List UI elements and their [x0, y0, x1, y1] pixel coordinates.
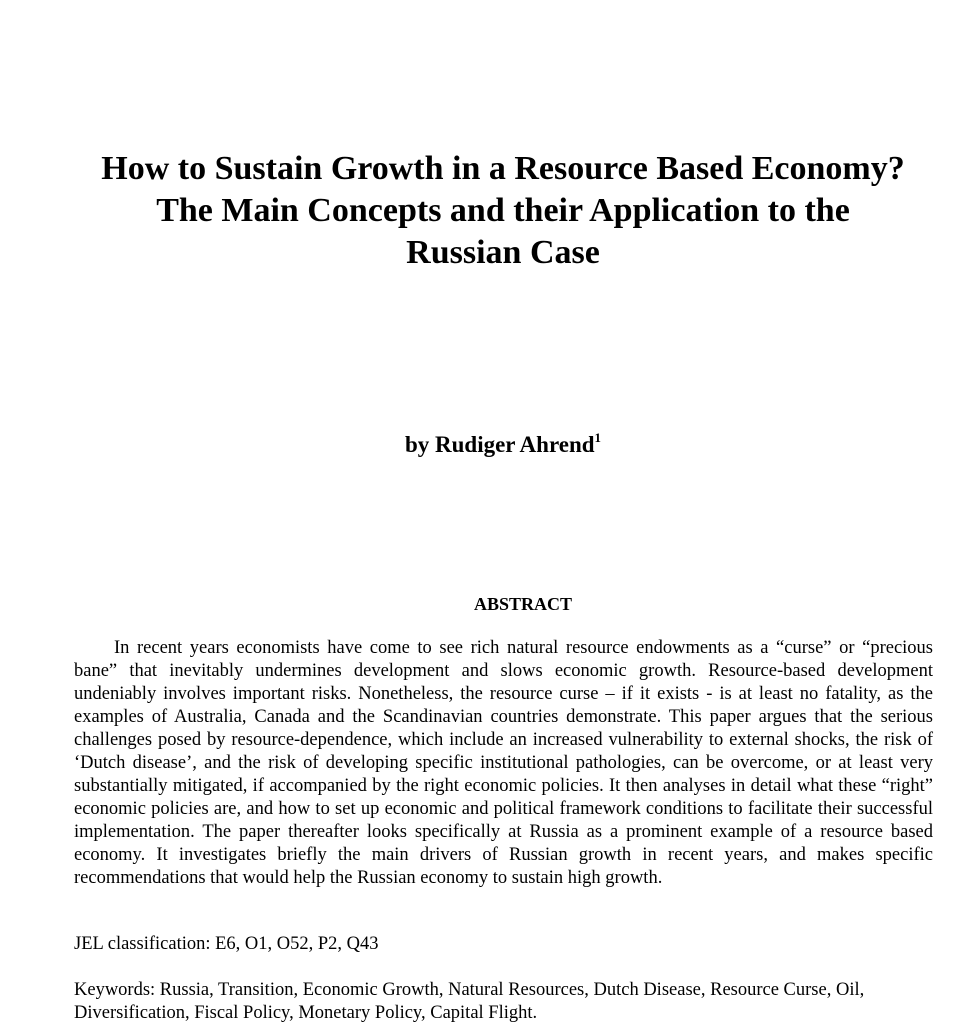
- author-footnote-marker: 1: [594, 430, 602, 445]
- paper-title-line-3: Russian Case: [406, 234, 600, 271]
- paper-title: [40, 148, 966, 274]
- author-name: by Rudiger Ahrend: [404, 432, 595, 457]
- paper-title-line-1: How to Sustain Growth in a Resource Based Economy?: [101, 150, 905, 187]
- author-line: [0, 430, 974, 460]
- abstract-text: In recent years economists have come to see rich natural resource endowments as a “curse” or “precious bane” that inevitably undermines development and slows economic growth. Resource-based development undeniably involves important risks. Nonetheless, the resource curse – if it exists - is at least no fatality, as the examples of Australia, Canada and the Scandinavian countries demonstrate. This paper argues that the serious challenges posed by resource-dependence, which include an increased vulnerability to external shocks, the risk of ‘Dutch disease’, and the risk of developing specific institutional pathologies, can be overcome, or at least very substantially mitigated, if accompanied by the right economic policies. It then analyses in detail what these “right” economic policies are, and how to set up economic and political framework conditions to facilitate their successful implementation. The paper thereafter looks specifically at Russia as a prominent example of a resource based economy. It investigates briefly the main drivers of Russian growth in recent years, and makes specific recommendations that would help the Russian economy to sustain high growth.: [74, 638, 933, 888]
- paper-title-line-2: The Main Concepts and their Application to the: [156, 192, 850, 229]
- jel-classification: JEL classification: E6, O1, O52, P2, Q43: [74, 934, 379, 954]
- keywords: Keywords: Russia, Transition, Economic Growth, Natural Resources, Dutch Disease, Resource Curse, Oil, Diversification, Fiscal Policy, Monetary Policy, Capital Flight.: [74, 980, 865, 1023]
- abstract-heading: ABSTRACT: [473, 594, 573, 614]
